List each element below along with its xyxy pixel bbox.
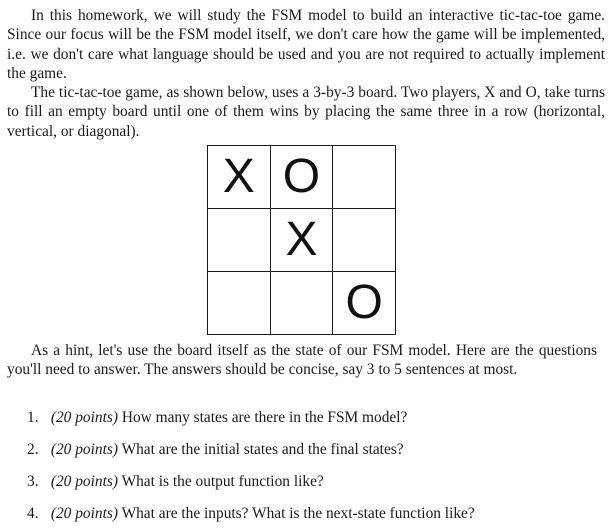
board-cell: [208, 272, 271, 335]
question-number: 4.: [27, 505, 39, 522]
board-row: [208, 272, 396, 335]
tic-tac-toe-board: [207, 145, 396, 335]
question-number: 3.: [27, 473, 39, 490]
question-points: (20 points): [50, 409, 118, 426]
question-points: (20 points): [50, 441, 118, 458]
question-points: (20 points): [50, 473, 118, 490]
board-cell: [333, 146, 396, 209]
board-row: [208, 209, 396, 272]
board-cell: [270, 272, 333, 335]
intro-paragraph-1: In this homework, we will study the FSM model to build an interactive tic-tac-toe game. Since our focus will be the FSM model itself, we don't care how the game will be implemented, i.e. we don't care what language should be used and you are not required to actually implement the game.: [7, 7, 605, 82]
board-cell: [208, 209, 271, 272]
question-text: What is the output function like?: [121, 473, 324, 490]
board-cell: X: [270, 209, 333, 272]
intro-section: [7, 6, 605, 141]
question-item: [27, 504, 475, 523]
board-cell: O: [270, 146, 333, 209]
question-item: [27, 472, 324, 491]
question-text: What are the inputs? What is the next-state function like?: [121, 505, 475, 522]
question-text: How many states are there in the FSM model?: [121, 409, 408, 426]
question-item: [27, 440, 404, 459]
board-row: [208, 146, 396, 209]
hint-paragraph: As a hint, let's use the board itself as the state of our FSM model. Here are the questions you'll need to answer. The answers should be concise, say 3 to 5 sentences at most.: [7, 342, 597, 379]
question-points: (20 points): [50, 505, 118, 522]
question-number: 1.: [27, 409, 39, 426]
board-cell: X: [208, 146, 271, 209]
question-item: [27, 408, 407, 427]
question-number: 2.: [27, 441, 39, 458]
board-cell: [333, 209, 396, 272]
question-text: What are the initial states and the final states?: [121, 441, 404, 458]
board-cell: O: [333, 272, 396, 335]
intro-paragraph-2: The tic-tac-toe game, as shown below, uses a 3-by-3 board. Two players, X and O, take turns to fill an empty board until one of them wins by placing the same three in a row (horizontal, vertical, or diagonal).: [7, 84, 605, 140]
hint-section: [7, 341, 597, 380]
